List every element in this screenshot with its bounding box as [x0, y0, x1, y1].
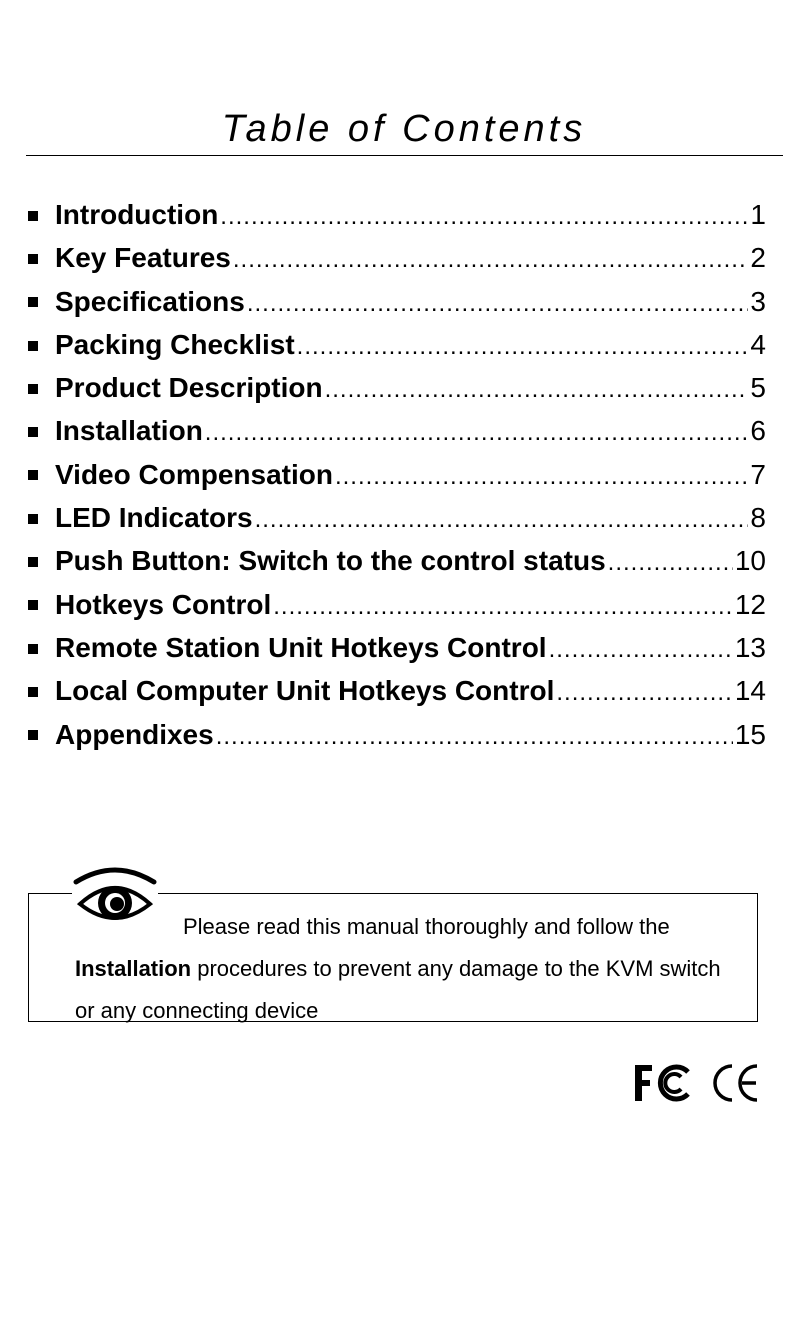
dot-leader	[220, 195, 748, 238]
toc-entry-title: Remote Station Unit Hotkeys Control	[55, 631, 547, 663]
square-bullet-icon	[28, 557, 38, 567]
toc-entry[interactable]	[26, 626, 766, 669]
dot-leader	[556, 671, 732, 714]
dot-leader	[205, 411, 749, 454]
dot-leader	[549, 628, 733, 671]
toc-entry[interactable]	[26, 539, 766, 582]
toc-entry-page: 13	[734, 631, 766, 663]
title-divider	[26, 155, 783, 156]
notice-text	[75, 906, 735, 1032]
toc-entry[interactable]	[26, 583, 766, 626]
toc-entry-title: Appendixes	[55, 718, 214, 750]
dot-leader	[335, 455, 748, 498]
square-bullet-icon	[28, 470, 38, 480]
toc-entry-page: 15	[734, 718, 766, 750]
square-bullet-icon	[28, 211, 38, 221]
dot-leader	[233, 238, 749, 281]
toc-entry-title: Installation	[55, 415, 203, 447]
toc-entry[interactable]	[26, 669, 766, 712]
eye-icon	[72, 866, 158, 930]
toc-entry-title: Introduction	[55, 199, 219, 230]
toc-entry[interactable]	[26, 366, 766, 409]
toc-entry-title: Specifications	[55, 285, 245, 317]
square-bullet-icon	[28, 341, 38, 351]
toc-entry[interactable]	[26, 193, 766, 236]
toc-entry-page: 1	[750, 199, 766, 230]
ce-mark	[710, 1062, 760, 1104]
square-bullet-icon	[28, 297, 38, 307]
square-bullet-icon	[28, 427, 38, 437]
toc-entry[interactable]	[26, 496, 766, 539]
table-of-contents	[26, 193, 766, 756]
square-bullet-icon	[28, 514, 38, 524]
square-bullet-icon	[28, 254, 38, 264]
toc-entry-title: Video Compensation	[55, 458, 333, 490]
toc-entry[interactable]	[26, 323, 766, 366]
toc-entry-title: Push Button: Switch to the control status	[55, 545, 606, 577]
dot-leader	[247, 282, 749, 325]
toc-entry[interactable]	[26, 453, 766, 496]
toc-entry-page: 3	[750, 285, 766, 317]
toc-entry-title: Key Features	[55, 242, 231, 274]
toc-entry-page: 2	[750, 242, 766, 274]
toc-entry-page: 5	[750, 372, 766, 404]
toc-entry-page: 14	[734, 675, 766, 707]
toc-entry-title: Hotkeys Control	[55, 588, 272, 620]
toc-entry-title: LED Indicators	[55, 502, 253, 534]
square-bullet-icon	[28, 730, 38, 740]
toc-entry[interactable]	[26, 713, 766, 756]
dot-leader	[325, 368, 749, 411]
toc-entry-title: Packing Checklist	[55, 328, 295, 360]
dot-leader	[608, 541, 733, 584]
toc-entry[interactable]	[26, 236, 766, 279]
fcc-mark	[632, 1062, 692, 1104]
page-title: Table of Contents	[221, 108, 587, 150]
dot-leader	[297, 325, 749, 368]
toc-entry-title: Local Computer Unit Hotkeys Control	[55, 675, 555, 707]
notice-emphasis: Installation	[75, 956, 192, 981]
toc-entry-page: 12	[734, 588, 766, 620]
square-bullet-icon	[28, 600, 38, 610]
square-bullet-icon	[28, 644, 38, 654]
notice-line-2: procedures to prevent any damage to the KVM switch or any connecting device	[75, 956, 721, 1023]
toc-entry[interactable]	[26, 409, 766, 452]
notice-line-1: Please read this manual thoroughly and follow the	[183, 914, 670, 939]
toc-entry-page: 8	[750, 502, 766, 534]
dot-leader	[255, 498, 749, 541]
square-bullet-icon	[28, 687, 38, 697]
square-bullet-icon	[28, 384, 38, 394]
toc-entry-title: Product Description	[55, 372, 323, 404]
toc-entry-page: 6	[750, 415, 766, 447]
toc-entry-page: 10	[734, 545, 766, 577]
dot-leader	[273, 585, 733, 628]
toc-entry-page: 4	[750, 328, 766, 360]
toc-entry[interactable]	[26, 280, 766, 323]
dot-leader	[216, 715, 733, 758]
toc-entry-page: 7	[750, 458, 766, 490]
